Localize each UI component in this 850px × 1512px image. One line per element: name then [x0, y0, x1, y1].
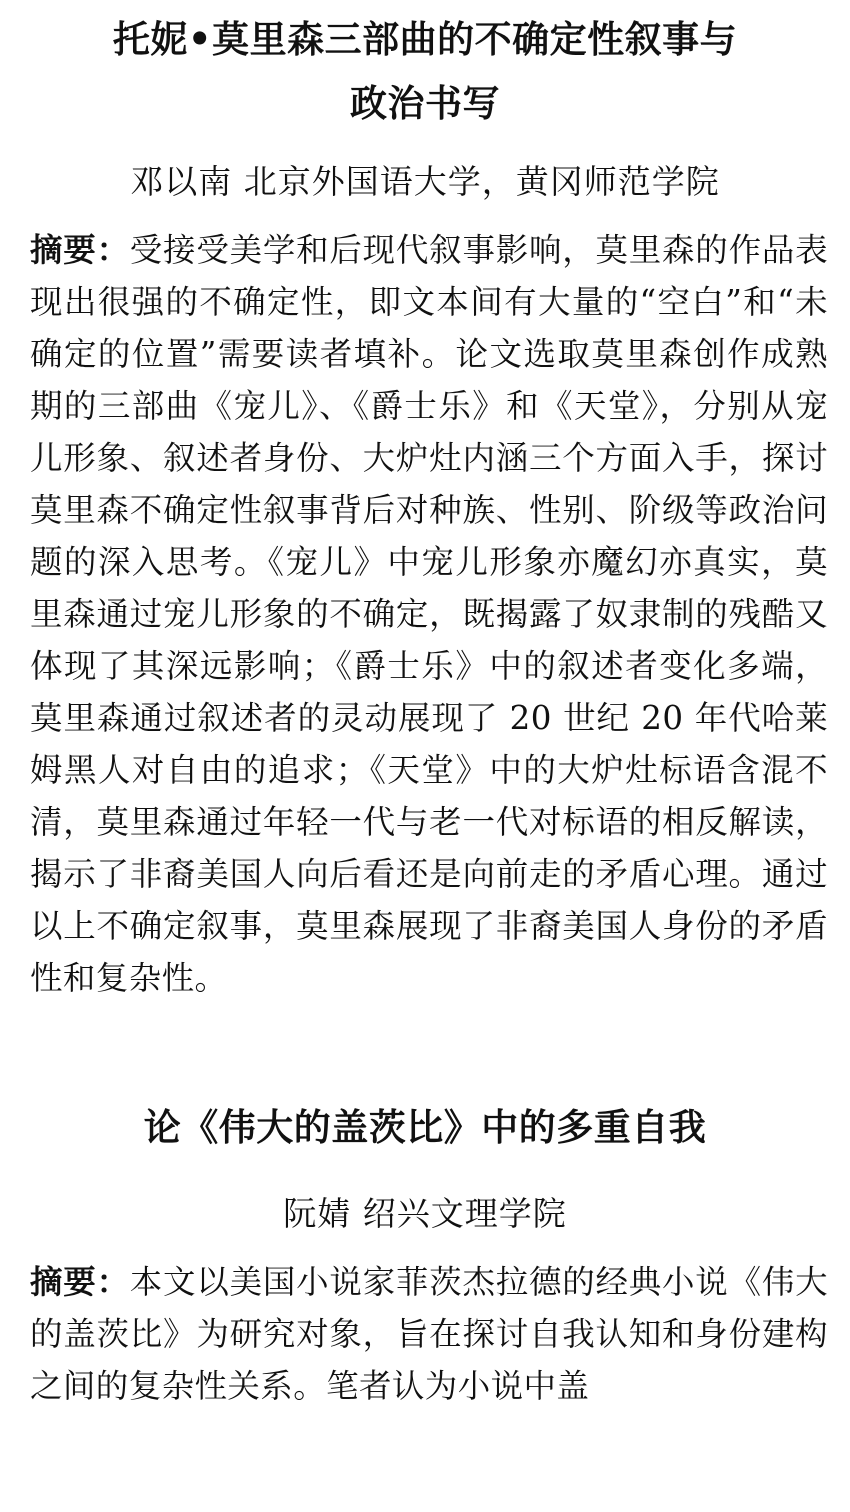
- abstract-label: 摘要：: [30, 231, 130, 269]
- abstract-label: 摘要：: [30, 1263, 130, 1301]
- abstract-text: 本文以美国小说家菲茨杰拉德的经典小说《伟大的盖茨比》为研究对象，旨在探讨自我认知和身份建构之间的复杂性关系。笔者认为小说中盖: [30, 1263, 828, 1405]
- abstract-text: 受接受美学和后现代叙事影响，莫里森的作品表现出很强的不确定性，即文本间有大量的“空白”和“未确定的位置”需要读者填补。论文选取莫里森创作成熟期的三部曲《宠儿》、《爵士乐》和《天堂》，分别从宠儿形象、叙述者身份、大炉灶内涵三个方面入手，探讨莫里森不确定性叙事背后对种族、性别、阶级等政治问题的深入思考。《宠儿》中宠儿形象亦魔幻亦真实，莫里森通过宠儿形象的不确定，既揭露了奴隶制的残酷又体现了其深远影响；《爵士乐》中的叙述者变化多端，莫里森通过叙述者的灵动展现了 20 世纪 20 年代哈莱姆黑人对自由的追求；《天堂》中的大炉灶标语含混不清，莫里森通过年轻一代与老一代对标语的相反解读，揭示了非裔美国人向后看还是向前走的矛盾心理。通过以上不确定叙事，莫里森展现了非裔美国人身份的矛盾性和复杂性。: [30, 231, 828, 997]
- article-2: [0, 1096, 850, 1412]
- title-line-1: 托妮•莫里森三部曲的不确定性叙事与: [112, 18, 738, 61]
- abstract: [30, 224, 828, 1004]
- author-affiliation: 邓以南 北京外国语大学，黄冈师范学院: [130, 162, 720, 201]
- author-affiliation: 阮婧 绍兴文理学院: [283, 1194, 567, 1233]
- article-title: [0, 0, 850, 136]
- abstract: [30, 1256, 828, 1412]
- title-line-2: 政治书写: [350, 82, 500, 125]
- article-title: 论《伟大的盖茨比》中的多重自我: [143, 1106, 707, 1149]
